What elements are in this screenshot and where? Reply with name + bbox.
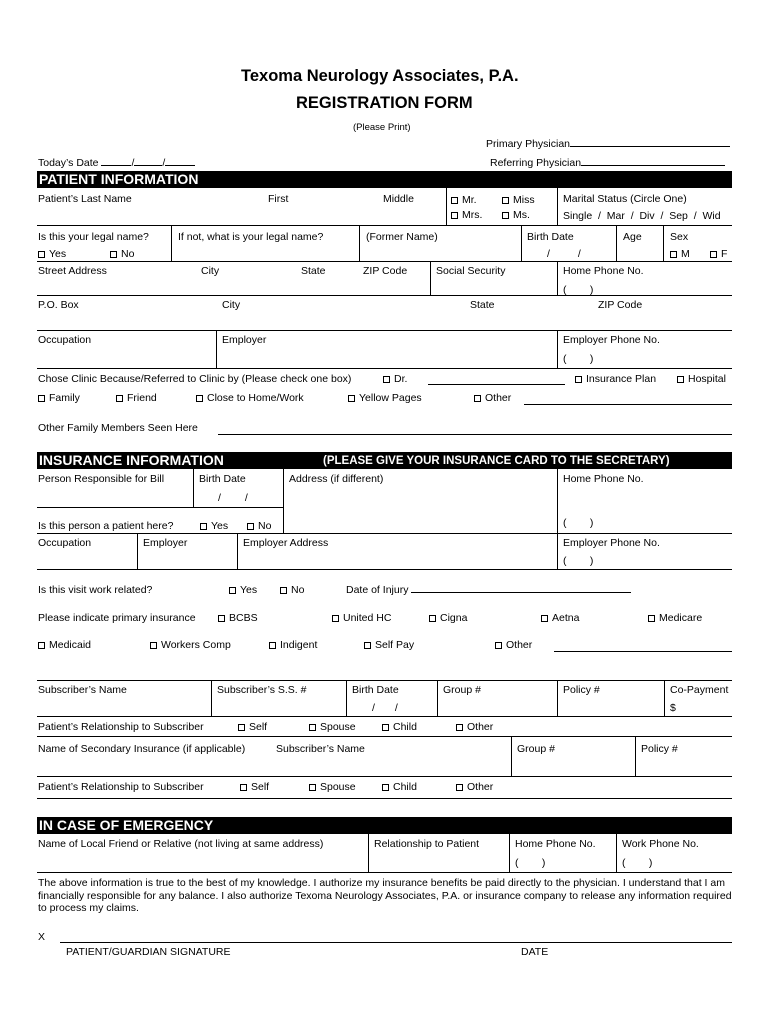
employer-phone-parens: ( ) xyxy=(563,353,594,365)
checkbox-icon xyxy=(240,784,247,791)
middle-name-label[interactable]: Middle xyxy=(383,193,414,205)
city-label[interactable]: City xyxy=(201,265,220,277)
sex-f-checkbox[interactable]: F xyxy=(710,248,727,260)
referring-physician-field[interactable] xyxy=(490,157,725,169)
policy-number-label[interactable]: Policy # xyxy=(563,684,600,696)
checkbox-icon xyxy=(348,395,355,402)
checkbox-icon xyxy=(38,642,45,649)
title-ms-checkbox[interactable]: Ms. xyxy=(502,209,530,221)
rel-self-checkbox[interactable]: Self xyxy=(238,721,267,733)
person-responsible-label[interactable]: Person Responsible for Bill xyxy=(38,473,165,485)
checkbox-icon xyxy=(495,642,502,649)
subscriber-ss-label[interactable]: Subscriber’s S.S. # xyxy=(217,684,307,696)
checkbox-icon xyxy=(677,376,684,383)
other-family-label[interactable]: Other Family Members Seen Here xyxy=(38,422,198,434)
referring-physician-label: Referring Physician xyxy=(490,157,582,169)
work-related-question: Is this visit work related? xyxy=(38,584,153,596)
clinic-because-label: Chose Clinic Because/Referred to Clinic by (Please check one box) xyxy=(38,373,352,385)
todays-date-field[interactable]: Today’s Date / / xyxy=(38,157,195,169)
checkbox-icon xyxy=(38,251,45,258)
ins-employer-label[interactable]: Employer xyxy=(143,537,188,549)
occupation-label[interactable]: Occupation xyxy=(38,334,92,346)
dollar-sign: $ xyxy=(670,702,676,714)
ins-medicaid-checkbox[interactable]: Medicaid xyxy=(38,639,91,651)
signature-x-mark: X xyxy=(38,931,46,943)
emergency-work-phone-label[interactable]: Work Phone No. xyxy=(622,838,699,850)
emergency-header: IN CASE OF EMERGENCY xyxy=(37,817,732,834)
referral-family-checkbox[interactable]: Family xyxy=(38,392,80,404)
checkbox-icon xyxy=(364,642,371,649)
sex-m-checkbox[interactable]: M xyxy=(670,248,690,260)
birth-date-slashes: / / xyxy=(547,248,581,260)
work-related-no-checkbox[interactable]: No xyxy=(280,584,304,596)
sec-rel-spouse-checkbox[interactable]: Spouse xyxy=(309,781,356,793)
ins-employer-phone-label[interactable]: Employer Phone No. xyxy=(563,537,660,549)
emergency-home-phone-parens: ( ) xyxy=(515,857,546,869)
emergency-home-phone-label[interactable]: Home Phone No. xyxy=(515,838,596,850)
referral-other-checkbox[interactable]: Other xyxy=(474,392,511,404)
patient-here-yes-checkbox[interactable]: Yes xyxy=(200,520,228,532)
referral-hospital-checkbox[interactable]: Hospital xyxy=(677,373,726,385)
primary-insurance-label: Please indicate primary insurance xyxy=(38,612,196,624)
checkbox-icon xyxy=(332,615,339,622)
referral-yellow-pages-checkbox[interactable]: Yellow Pages xyxy=(348,392,422,404)
state-label[interactable]: State xyxy=(301,265,326,277)
employer-label[interactable]: Employer xyxy=(222,334,267,346)
insurance-information-header: INSURANCE INFORMATION (PLEASE GIVE YOUR INSURANCE CARD TO THE SECRETARY) xyxy=(37,452,732,469)
ins-medicare-checkbox[interactable]: Medicare xyxy=(648,612,702,624)
checkbox-icon xyxy=(269,642,276,649)
sec-policy-label[interactable]: Policy # xyxy=(641,743,678,755)
age-label[interactable]: Age xyxy=(623,231,642,243)
rel-child-checkbox[interactable]: Child xyxy=(382,721,417,733)
legal-name-question: Is this your legal name? xyxy=(38,231,149,243)
referral-close-home-checkbox[interactable]: Close to Home/Work xyxy=(196,392,304,404)
date-of-injury-label: Date of Injury xyxy=(346,584,409,596)
sub-birth-date-label[interactable]: Birth Date xyxy=(352,684,399,696)
rel-spouse-checkbox[interactable]: Spouse xyxy=(309,721,356,733)
ins-employer-phone-parens: ( ) xyxy=(563,555,594,567)
checkbox-icon xyxy=(110,251,117,258)
ins-cigna-checkbox[interactable]: Cigna xyxy=(429,612,467,624)
signature-label: PATIENT/GUARDIAN SIGNATURE xyxy=(66,946,231,958)
form-title: REGISTRATION FORM xyxy=(296,94,473,112)
attestation-text: The above information is true to the best of my knowledge. I authorize my insurance benefits be paid directly to the physician. I understand that I am financially responsible for any balance. I also authorize Texoma Neurology Associates, P.A. or insurance company to release any information required to process my claims. xyxy=(38,877,732,915)
street-address-label[interactable]: Street Address xyxy=(38,265,107,277)
referral-friend-checkbox[interactable]: Friend xyxy=(116,392,157,404)
checkbox-icon xyxy=(456,724,463,731)
sec-group-label[interactable]: Group # xyxy=(517,743,555,755)
po-city-label[interactable]: City xyxy=(222,299,241,311)
checkbox-icon xyxy=(196,395,203,402)
copayment-label[interactable]: Co-Payment xyxy=(670,684,729,696)
ins-other-checkbox[interactable]: Other xyxy=(495,639,532,651)
insurance-card-note: (PLEASE GIVE YOUR INSURANCE CARD TO THE SECRETARY) xyxy=(323,455,670,467)
checkbox-icon xyxy=(575,376,582,383)
sex-label: Sex xyxy=(670,231,689,243)
primary-physician-label: Primary Physician xyxy=(486,138,571,150)
checkbox-icon xyxy=(502,212,509,219)
referral-dr-checkbox[interactable]: Dr. xyxy=(383,373,407,385)
checkbox-icon xyxy=(474,395,481,402)
emergency-work-phone-parens: ( ) xyxy=(622,857,653,869)
patient-information-header: PATIENT INFORMATION xyxy=(37,171,732,188)
signature-line[interactable] xyxy=(60,942,732,943)
home-phone-parens: ( ) xyxy=(563,284,594,296)
ins-birth-date-label[interactable]: Birth Date xyxy=(199,473,246,485)
local-friend-label[interactable]: Name of Local Friend or Relative (not living at same address) xyxy=(38,838,324,850)
checkbox-icon xyxy=(280,587,287,594)
org-name: Texoma Neurology Associates, P.A. xyxy=(241,67,519,85)
first-name-label[interactable]: First xyxy=(268,193,289,205)
ins-birth-date-slashes: / / xyxy=(218,492,248,504)
home-phone-label[interactable]: Home Phone No. xyxy=(563,265,644,277)
rel-other-checkbox[interactable]: Other xyxy=(456,721,493,733)
todays-date-label: Today’s Date xyxy=(38,157,99,169)
subscriber-name-label[interactable]: Subscriber’s Name xyxy=(38,684,127,696)
primary-physician-field[interactable] xyxy=(486,138,730,150)
checkbox-icon xyxy=(200,523,207,530)
last-name-label[interactable]: Patient’s Last Name xyxy=(38,193,132,205)
social-security-label[interactable]: Social Security xyxy=(436,265,506,277)
ins-self-pay-checkbox[interactable]: Self Pay xyxy=(364,639,414,651)
po-box-label[interactable]: P.O. Box xyxy=(38,299,79,311)
checkbox-icon xyxy=(382,724,389,731)
work-related-yes-checkbox[interactable]: Yes xyxy=(229,584,257,596)
employer-phone-label[interactable]: Employer Phone No. xyxy=(563,334,660,346)
checkbox-icon xyxy=(710,251,717,258)
ins-indigent-checkbox[interactable]: Indigent xyxy=(269,639,317,651)
checkbox-icon xyxy=(648,615,655,622)
checkbox-icon xyxy=(247,523,254,530)
date-label: DATE xyxy=(521,946,549,958)
checkbox-icon xyxy=(429,615,436,622)
checkbox-icon xyxy=(229,587,236,594)
sec-subscriber-name-label[interactable]: Subscriber’s Name xyxy=(276,743,365,755)
patient-here-question: Is this person a patient here? xyxy=(38,520,174,532)
legal-name-yes-checkbox[interactable]: Yes xyxy=(38,248,66,260)
ins-bcbs-checkbox[interactable]: BCBS xyxy=(218,612,258,624)
checkbox-icon xyxy=(451,212,458,219)
po-zip-label[interactable]: ZIP Code xyxy=(598,299,643,311)
checkbox-icon xyxy=(150,642,157,649)
checkbox-icon xyxy=(383,376,390,383)
relationship-to-patient-label[interactable]: Relationship to Patient xyxy=(374,838,480,850)
relationship-label: Patient’s Relationship to Subscriber xyxy=(38,721,204,733)
checkbox-icon xyxy=(116,395,123,402)
sec-relationship-label: Patient’s Relationship to Subscriber xyxy=(38,781,204,793)
zip-code-label[interactable]: ZIP Code xyxy=(363,265,408,277)
checkbox-icon xyxy=(382,784,389,791)
if-not-legal-name-label[interactable]: If not, what is your legal name? xyxy=(178,231,324,243)
marital-status-label: Marital Status (Circle One) xyxy=(563,193,687,205)
ins-workers-comp-checkbox[interactable]: Workers Comp xyxy=(150,639,231,651)
title-mr-checkbox[interactable]: Mr. xyxy=(451,194,477,206)
ins-occupation-label[interactable]: Occupation xyxy=(38,537,92,549)
checkbox-icon xyxy=(502,197,509,204)
legal-name-no-checkbox[interactable]: No xyxy=(110,248,134,260)
checkbox-icon xyxy=(309,784,316,791)
sec-rel-child-checkbox[interactable]: Child xyxy=(382,781,417,793)
ins-aetna-checkbox[interactable]: Aetna xyxy=(541,612,579,624)
please-print-note: (Please Print) xyxy=(353,122,411,133)
group-number-label[interactable]: Group # xyxy=(443,684,481,696)
checkbox-icon xyxy=(309,724,316,731)
checkbox-icon xyxy=(541,615,548,622)
po-state-label[interactable]: State xyxy=(470,299,495,311)
ins-home-phone-label[interactable]: Home Phone No. xyxy=(563,473,644,485)
address-if-different-label[interactable]: Address (if different) xyxy=(289,473,384,485)
patient-here-no-checkbox[interactable]: No xyxy=(247,520,271,532)
checkbox-icon xyxy=(238,724,245,731)
sec-rel-other-checkbox[interactable]: Other xyxy=(456,781,493,793)
sub-birth-date-slashes: / / xyxy=(372,702,398,714)
ins-united-checkbox[interactable]: United HC xyxy=(332,612,391,624)
date-of-injury-field[interactable] xyxy=(346,584,631,596)
former-name-label: (Former Name) xyxy=(366,231,438,243)
sec-rel-self-checkbox[interactable]: Self xyxy=(240,781,269,793)
checkbox-icon xyxy=(451,197,458,204)
checkbox-icon xyxy=(38,395,45,402)
employer-address-label[interactable]: Employer Address xyxy=(243,537,329,549)
secondary-insurance-label[interactable]: Name of Secondary Insurance (if applicable) xyxy=(38,743,246,755)
referral-insurance-plan-checkbox[interactable]: Insurance Plan xyxy=(575,373,656,385)
checkbox-icon xyxy=(456,784,463,791)
title-miss-checkbox[interactable]: Miss xyxy=(502,194,535,206)
checkbox-icon xyxy=(218,615,225,622)
marital-status-options[interactable]: Single / Mar / Div / Sep / Wid xyxy=(563,210,721,222)
title-mrs-checkbox[interactable]: Mrs. xyxy=(451,209,482,221)
ins-home-phone-parens: ( ) xyxy=(563,517,594,529)
birth-date-label[interactable]: Birth Date xyxy=(527,231,574,243)
checkbox-icon xyxy=(670,251,677,258)
